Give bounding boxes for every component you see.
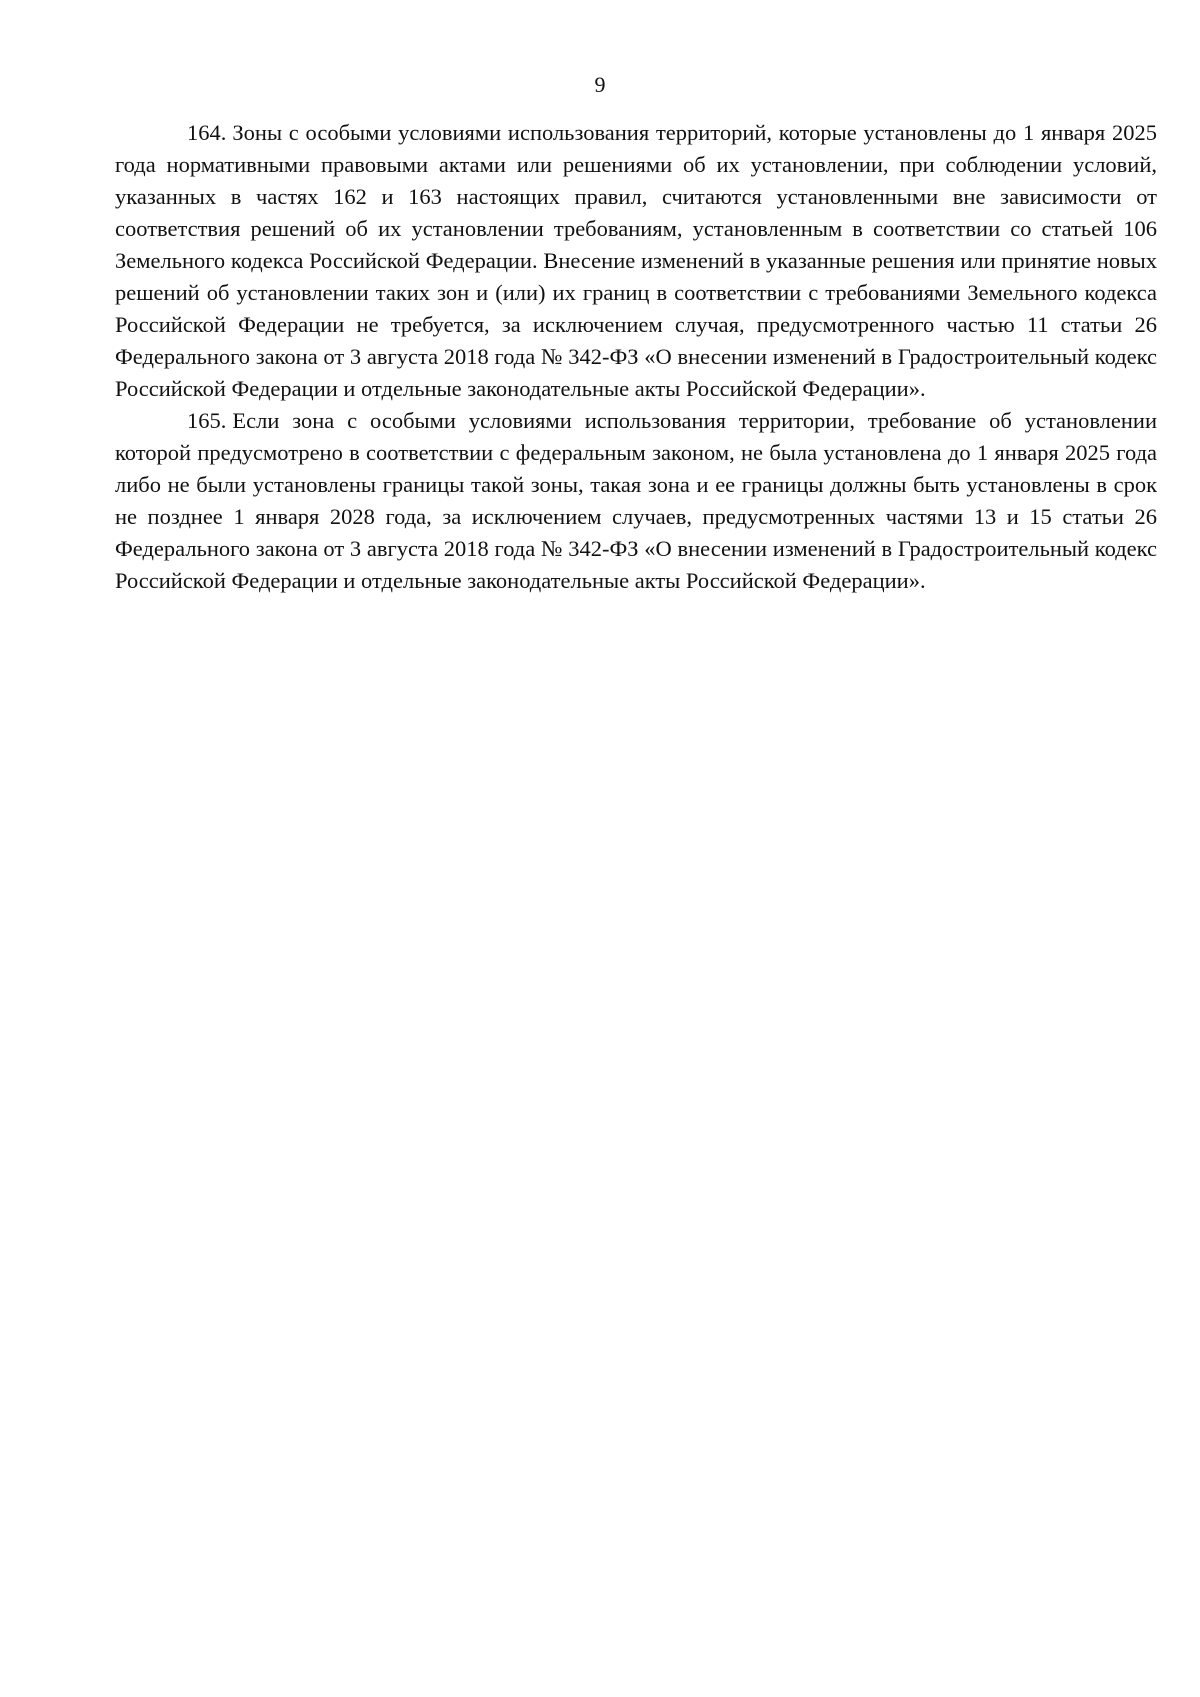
paragraph-165	[115, 405, 1157, 597]
paragraph-164	[115, 117, 1157, 405]
paragraph-number: 165.	[187, 408, 227, 433]
document-body	[115, 117, 1157, 597]
paragraph-number: 164.	[187, 120, 227, 145]
paragraph-text: Зоны с особыми условиями использования территорий, которые установлены до 1 января 2025 года нормативными правовыми актами или решениями об их установлении, при соблюдении условий, указанных в частях 162 и 163 настоящих правил, считаются установленными вне зависимости от соответствия решений об их установлении требованиям, установленным в соответствии со статьей 106 Земельного кодекса Российской Федерации. Внесение изменений в указанные решения или принятие новых решений об установлении таких зон и (или) их границ в соответствии с требованиями Земельного кодекса Российской Федерации не требуется, за исключением случая, предусмотренного частью 11 статьи 26 Федерального закона от 3 августа 2018 года № 342-ФЗ «О внесении изменений в Градостроительный кодекс Российской Федерации и отдельные законодательные акты Российской Федерации».	[115, 120, 1157, 401]
paragraph-text: Если зона с особыми условиями использования территории, требование об установлении которой предусмотрено в соответствии с федеральным законом, не была установлена до 1 января 2025 года либо не были установлены границы такой зоны, такая зона и ее границы должны быть установлены в срок не позднее 1 января 2028 года, за исключением случаев, предусмотренных частями 13 и 15 статьи 26 Федерального закона от 3 августа 2018 года № 342-ФЗ «О внесении изменений в Градостроительный кодекс Российской Федерации и отдельные законодательные акты Российской Федерации».	[115, 408, 1157, 593]
page-number: 9	[594, 72, 606, 97]
